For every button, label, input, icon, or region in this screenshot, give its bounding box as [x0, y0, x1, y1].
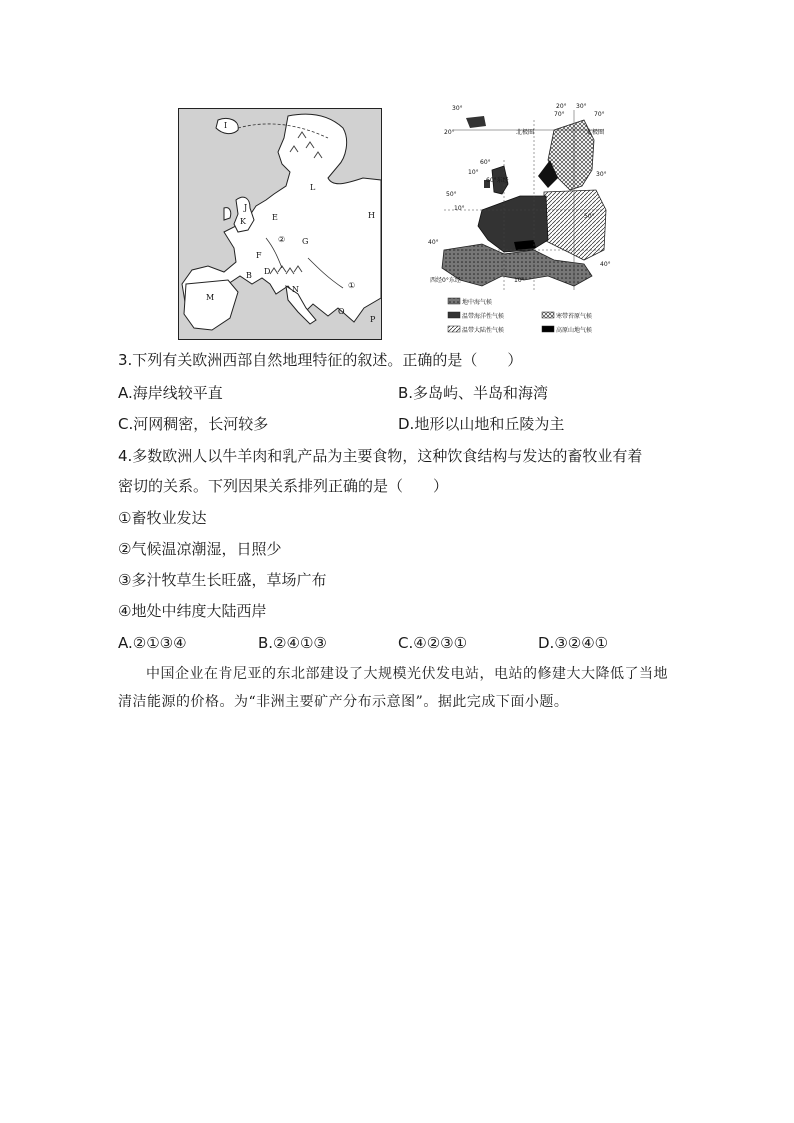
question-4-option-c: C.④②③① — [398, 634, 468, 652]
lat-label-70-a: 70° — [554, 111, 565, 118]
legend-label-tundra: 寒带苔原气候 — [556, 313, 593, 320]
question-4-option-d: D.③②④① — [538, 634, 609, 652]
lat-label-30-b: 30° — [576, 103, 587, 110]
question-4-option-a: A.②①③④ — [118, 634, 187, 652]
lat-label-20-a: 20° — [444, 129, 455, 136]
map-label-i: I — [224, 121, 228, 130]
europe-climate-map-figure — [424, 100, 614, 342]
coast-label: 60°东经 — [486, 177, 509, 184]
question-4-statement-1: ①畜牧业发达 — [118, 509, 207, 527]
legend-swatch-mediterranean — [448, 298, 460, 304]
legend-label-highland: 高原山地气候 — [556, 327, 593, 334]
lat-label-10-c: 10° — [514, 277, 525, 284]
lat-label-50-b: 50° — [584, 213, 595, 220]
question-3-option-d: D.地形以山地和丘陵为主 — [398, 415, 565, 433]
question-4-statement-4: ④地处中纬度大陆西岸 — [118, 602, 267, 620]
legend-swatch-tundra — [542, 312, 554, 318]
reading-passage — [118, 660, 678, 716]
question-3-stem: 3.下列有关欧洲西部自然地理特征的叙述。正确的是（ ） — [118, 351, 523, 369]
question-4-stem-line2: 密切的关系。下列因果关系排列正确的是（ ） — [118, 477, 449, 495]
europe-map-svg — [178, 108, 382, 340]
climate-legend — [448, 298, 592, 334]
map-label-o: O — [338, 307, 345, 316]
question-3-option-b: B.多岛屿、半岛和海湾 — [398, 384, 549, 402]
prime-meridian-label: 西经0°东经 — [430, 277, 461, 284]
question-4-stem-line1: 4.多数欧洲人以牛羊肉和乳产品为主要食物，这种饮食结构与发达的畜牧业有着 — [118, 447, 643, 465]
legend-swatch-oceanic — [448, 312, 460, 318]
map-label-d: D — [264, 267, 271, 276]
legend-swatch-highland — [542, 326, 554, 332]
question-3-option-a: A.海岸线较平直 — [118, 384, 223, 402]
question-4-statement-3: ③多汁牧草生长旺盛，草场广布 — [118, 571, 327, 589]
map-label-m: M — [206, 293, 215, 302]
map-label-p: P — [370, 315, 376, 324]
map-label-circled-2: ② — [278, 235, 286, 244]
map-label-f: F — [256, 251, 262, 260]
legend-label-mediterranean: 地中海气候 — [462, 299, 493, 306]
lat-label-50-a: 50° — [446, 191, 457, 198]
lat-label-60: 60° — [480, 159, 491, 166]
map-label-k: K — [240, 217, 246, 226]
map-label-l: L — [310, 183, 316, 192]
map-label-e: E — [272, 213, 278, 222]
map-label-g: G — [302, 237, 309, 246]
lat-label-20-b: 20° — [556, 103, 567, 110]
legend-label-oceanic: 温带海洋性气候 — [462, 313, 505, 320]
question-3-option-c: C.河网稠密，长河较多 — [118, 415, 269, 433]
question-4-option-b: B.②④①③ — [258, 634, 327, 652]
map-label-n: N — [292, 285, 299, 294]
map-label-circled-1: ① — [348, 281, 356, 290]
map-label-b: B — [246, 271, 252, 280]
lat-label-70-b: 70° — [594, 111, 605, 118]
lat-label-30-c: 30° — [596, 171, 607, 178]
lat-label-30-a: 30° — [452, 105, 463, 112]
lat-label-10-a: 10° — [468, 169, 479, 176]
arctic-circle-label-left: 北极圈 — [516, 129, 535, 136]
map-label-j: J — [244, 203, 248, 212]
climate-map-svg — [424, 100, 614, 342]
question-4-statement-2: ②气候温凉潮湿，日照少 — [118, 540, 282, 558]
lat-label-40-a: 40° — [428, 239, 439, 246]
europe-map-figure — [178, 108, 382, 340]
legend-swatch-continental — [448, 326, 460, 332]
lat-label-40-b: 40° — [600, 261, 611, 268]
lat-label-10-b: 10° — [454, 205, 465, 212]
map-label-h: H — [368, 211, 375, 220]
passage-text: 中国企业在肯尼亚的东北部建设了大规模光伏发电站，电站的修建大大降低了当地清洁能源的价格。为“非洲主要矿产分布示意图”。据此完成下面小题。 — [118, 666, 668, 710]
arctic-circle-label-right: 北极圈 — [586, 129, 605, 136]
legend-label-continental: 温带大陆性气候 — [462, 327, 505, 334]
